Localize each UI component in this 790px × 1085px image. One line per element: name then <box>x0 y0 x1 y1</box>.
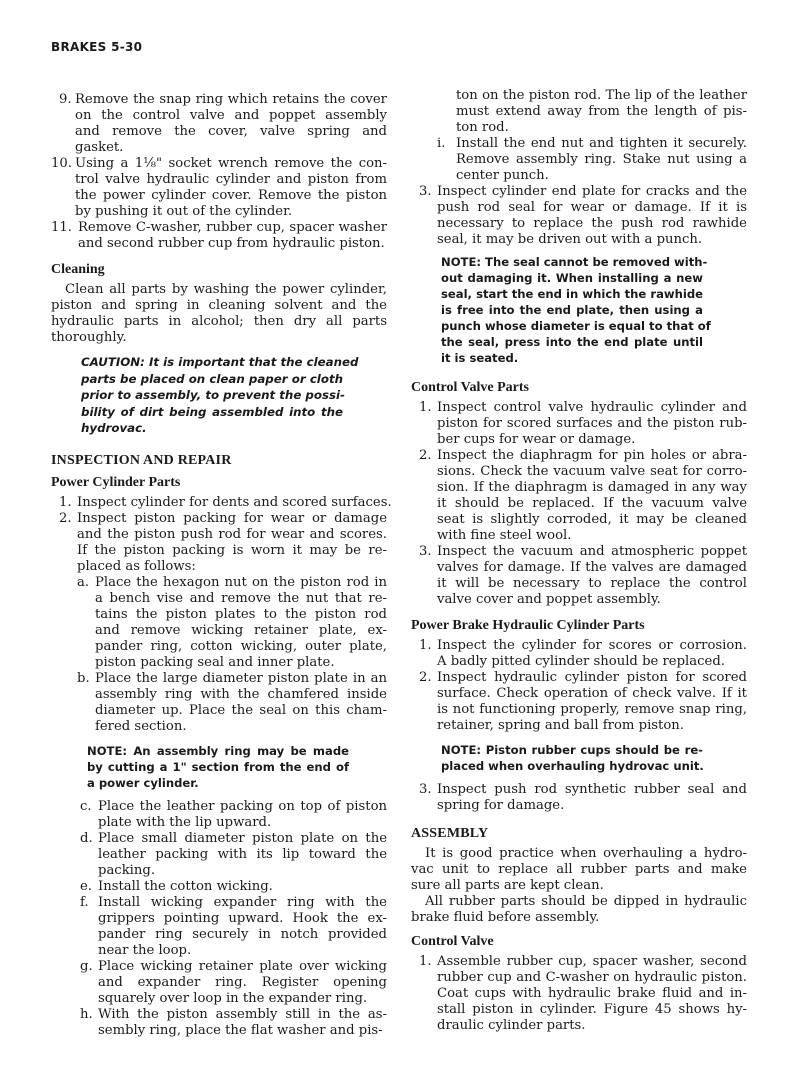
control-valve-step-2 <box>411 448 747 544</box>
text-line: valves for damage. If the valves are damaged <box>437 560 747 575</box>
text-line: Remove assembly ring. Stake nut using a <box>456 152 747 167</box>
substep-a <box>77 575 387 671</box>
text-line: NOTE: Piston rubber cups should be re- <box>441 743 703 757</box>
text-line: vac unit to replace all rubber parts and make <box>411 862 747 877</box>
text-line: prior to assembly, to prevent the possi- <box>81 388 345 402</box>
substep-i <box>437 136 747 184</box>
assembly-paragraph-1 <box>411 846 747 894</box>
section-heading-inspection-and-repair: INSPECTION AND REPAIR <box>51 452 232 468</box>
substep-g <box>80 959 387 1007</box>
text-line: is free into the end plate, then using a <box>441 303 703 317</box>
text-line: it should be replaced. If the vacuum valve <box>437 496 747 511</box>
text-line: pander ring securely in notch provided <box>98 926 387 942</box>
left-column <box>51 92 392 1039</box>
substep-f <box>80 895 387 959</box>
continued-steps <box>411 88 747 248</box>
page-header: BRAKES 5-30 <box>51 40 143 54</box>
section-heading-cleaning: Cleaning <box>51 262 105 277</box>
step-10 <box>51 156 387 220</box>
text-line: Inspect hydraulic cylinder piston for scored <box>437 670 747 685</box>
piston-cups-note <box>441 742 703 774</box>
list-item-number: 10. <box>51 156 72 171</box>
cleaning-paragraph <box>51 282 387 346</box>
substep-h <box>80 1007 387 1039</box>
text-line: Coat cups with hydraulic brake fluid and in- <box>437 986 747 1001</box>
text-line: punch whose diameter is equal to that of <box>441 319 711 333</box>
list-item-number: e. <box>80 878 92 894</box>
list-item-number: 9. <box>59 92 72 107</box>
text-line: If the piston packing is worn it may be re- <box>77 542 387 558</box>
list-item-number: 3. <box>419 782 432 797</box>
text-line: A badly pitted cylinder should be replaced. <box>437 654 725 669</box>
text-line: piston and spring in cleaning solvent and the <box>51 298 387 313</box>
text-line: pander ring, cotton wicking, outer plate, <box>95 638 387 654</box>
list-item-number: d. <box>80 830 93 846</box>
list-item-number: h. <box>80 1006 93 1022</box>
text-line: seat is slightly corroded, it may be cleaned <box>437 512 747 527</box>
list-item-number: 2. <box>419 448 432 463</box>
text-line: a power cylinder. <box>87 775 199 790</box>
text-line: ber cups for wear or damage. <box>437 432 636 447</box>
text-line: Using a 1⅛" socket wrench remove the con- <box>75 156 387 171</box>
text-line: NOTE: The seal cannot be removed with- <box>441 255 708 269</box>
text-line: piston packing seal and inner plate. <box>95 654 335 670</box>
substep-b <box>77 671 387 735</box>
text-line: with fine steel wool. <box>437 528 572 543</box>
text-line: Install wicking expander ring with the <box>98 894 387 910</box>
substep-d <box>80 831 387 879</box>
text-line: With the piston assembly still in the as- <box>98 1006 387 1022</box>
text-line: brake fluid before assembly. <box>411 910 600 925</box>
text-line: the power cylinder cover. Remove the piston <box>75 188 387 203</box>
list-item-number: 1. <box>419 638 432 653</box>
hydraulic-cylinder-step-3 <box>411 782 747 814</box>
text-line: it will be necessary to replace the control <box>437 576 747 591</box>
text-line: on the control valve and poppet assembly <box>75 108 387 123</box>
list-item-number: f. <box>80 894 89 910</box>
seal-note <box>441 254 711 366</box>
text-line: piston for scored surfaces and the piston rub- <box>437 416 747 431</box>
text-line: placed when overhauling hydrovac unit. <box>441 759 704 773</box>
step-3 <box>411 184 747 248</box>
right-column <box>411 88 747 1034</box>
text-line: It is good practice when overhauling a hydro- <box>425 846 747 861</box>
control-valve-step-3 <box>411 544 747 608</box>
text-line: thoroughly. <box>51 330 127 345</box>
step-1 <box>51 494 392 511</box>
text-line: sembly ring, place the flat washer and pis- <box>98 1022 383 1038</box>
text-line: Place the hexagon nut on the piston rod in <box>95 574 387 590</box>
text-line: Inspect the vacuum and atmospheric poppet <box>437 544 747 559</box>
text-line: sions. Check the vacuum valve seat for corro- <box>437 464 747 479</box>
text-line: packing. <box>98 862 156 878</box>
subheading-control-valve: Control Valve <box>411 934 494 949</box>
text-line: ton on the piston rod. The lip of the leather <box>456 88 747 103</box>
hydraulic-step-3 <box>411 782 747 814</box>
text-line: gasket. <box>75 140 124 155</box>
control-valve-step-1 <box>411 400 747 448</box>
section-heading-assembly: ASSEMBLY <box>411 826 489 841</box>
text-line: sion. If the diaphragm is damaged in any way <box>437 480 747 495</box>
text-line: and the piston push rod for wear and scores. <box>77 526 387 542</box>
assembly-ring-note <box>87 743 349 791</box>
text-line: Place small diameter piston plate on the <box>98 830 387 846</box>
text-line: hydrovac. <box>81 421 147 435</box>
power-cylinder-steps <box>51 494 392 1039</box>
list-item-number: g. <box>80 958 93 974</box>
text-line: by pushing it out of the cylinder. <box>75 204 293 219</box>
text-line: surface. Check operation of check valve. If it <box>437 686 747 701</box>
text-line: grippers pointing upward. Hook the ex- <box>98 910 387 926</box>
step-9 <box>51 92 387 156</box>
text-line: necessary to replace the push rod rawhide <box>437 216 747 231</box>
text-line: Inspect control valve hydraulic cylinder and <box>437 400 747 415</box>
list-item-number: b. <box>77 670 90 686</box>
text-line: must extend away from the length of pis- <box>456 104 747 119</box>
text-line: near the loop. <box>98 942 192 958</box>
caution-note <box>81 354 359 437</box>
text-line: is not functioning properly, remove snap ring, <box>437 702 747 717</box>
text-line: the seal, press into the end plate until <box>441 335 703 349</box>
removal-steps-list <box>51 92 387 252</box>
list-item-number: 11. <box>51 220 72 235</box>
text-line: Place the leather packing on top of piston <box>98 798 387 814</box>
text-line: out damaging it. When installing a new <box>441 271 703 285</box>
text-line: and second rubber cup from hydraulic piston. <box>78 236 385 251</box>
list-item-number: 3. <box>419 184 432 199</box>
text-line: a bench vise and remove the nut that re- <box>95 590 387 606</box>
list-item-number: 1. <box>419 954 432 969</box>
text-line: fered section. <box>95 718 187 734</box>
text-line: NOTE: An assembly ring may be made <box>87 743 349 758</box>
text-line: valve cover and poppet assembly. <box>437 592 661 607</box>
substep-h-continued <box>456 88 747 136</box>
list-item-number: 2. <box>59 510 72 526</box>
step-11 <box>51 220 387 252</box>
text-line: Place the large diameter piston plate in an <box>95 670 387 686</box>
list-item-number: i. <box>437 136 446 151</box>
text-line: and remove wicking retainer plate, ex- <box>95 622 387 638</box>
text-line: tains the piston plates to the piston rod <box>95 606 387 622</box>
assembly-step-1 <box>411 954 747 1034</box>
text-line: Inspect push rod synthetic rubber seal and <box>437 782 747 797</box>
text-line: All rubber parts should be dipped in hydraulic <box>425 894 747 909</box>
list-item-number: a. <box>77 574 90 590</box>
text-line: Inspect cylinder end plate for cracks and the <box>437 184 747 199</box>
control-valve-parts-list <box>411 400 747 608</box>
text-line: Inspect cylinder for dents and scored surfaces. <box>77 494 392 510</box>
text-line: spring for damage. <box>437 798 565 813</box>
control-valve-assembly-steps <box>411 954 747 1034</box>
text-line: CAUTION: It is important that the cleaned <box>81 355 359 369</box>
text-line: it is seated. <box>441 351 519 365</box>
text-line: Inspect the diaphragm for pin holes or abra- <box>437 448 747 463</box>
subheading-control-valve-parts: Control Valve Parts <box>411 380 529 395</box>
text-line: retainer, spring and ball from piston. <box>437 718 684 733</box>
list-item-number: 2. <box>419 670 432 685</box>
list-item-number: 1. <box>419 400 432 415</box>
text-line: Inspect piston packing for wear or damage <box>77 510 387 526</box>
text-line: bility of dirt being assembled into the <box>81 404 343 419</box>
text-line: diameter up. Place the seal on this cham- <box>95 702 387 718</box>
text-line: Remove the snap ring which retains the cover <box>75 92 387 107</box>
step-2 <box>51 511 387 575</box>
hydraulic-step-1 <box>411 638 747 670</box>
text-line: placed as follows: <box>77 558 196 574</box>
hydraulic-step-2 <box>411 670 747 734</box>
text-line: push rod seal for wear or damage. If it is <box>437 200 747 215</box>
text-line: and remove the cover, valve spring and <box>75 124 387 139</box>
text-line: assembly ring with the chamfered inside <box>95 686 387 702</box>
list-item-number: 3. <box>419 544 432 559</box>
list-item-number: 1. <box>59 494 72 510</box>
text-line: Clean all parts by washing the power cylinder, <box>65 282 387 297</box>
text-line: draulic cylinder parts. <box>437 1018 586 1033</box>
hydraulic-cylinder-parts-list <box>411 638 747 734</box>
text-line: seal, start the end in which the rawhide <box>441 287 703 301</box>
list-item-number: c. <box>80 798 92 814</box>
text-line: Place wicking retainer plate over wicking <box>98 958 387 974</box>
text-line: parts be placed on clean paper or cloth <box>81 371 343 386</box>
text-line: center punch. <box>456 168 549 183</box>
text-line: rubber cup and C-washer on hydraulic piston. <box>437 970 747 985</box>
substep-c <box>80 799 387 831</box>
text-line: Install the end nut and tighten it securely. <box>456 136 747 151</box>
text-line: Assemble rubber cup, spacer washer, second <box>437 954 747 969</box>
text-line: seal, it may be driven out with a punch. <box>437 232 703 247</box>
subheading-power-cylinder-parts: Power Cylinder Parts <box>51 474 181 490</box>
text-line: trol valve hydraulic cylinder and piston from <box>75 172 387 187</box>
text-line: Remove C-washer, rubber cup, spacer washer <box>78 220 387 235</box>
text-line: squarely over loop in the expander ring. <box>98 990 368 1006</box>
text-line: leather packing with its lip toward the <box>98 846 387 862</box>
text-line: stall piston in cylinder. Figure 45 shows hy- <box>437 1002 747 1017</box>
text-line: and expander ring. Register opening <box>98 974 387 990</box>
subheading-hydraulic-cylinder-parts: Power Brake Hydraulic Cylinder Parts <box>411 618 645 633</box>
text-line: sure all parts are kept clean. <box>411 878 604 893</box>
text-line: ton rod. <box>456 120 509 135</box>
text-line: Install the cotton wicking. <box>98 878 273 894</box>
text-line: hydraulic parts in alcohol; then dry all parts <box>51 314 387 329</box>
text-line: Inspect the cylinder for scores or corrosion. <box>437 638 747 653</box>
text-line: plate with the lip upward. <box>98 814 272 830</box>
substep-e <box>80 879 387 895</box>
assembly-paragraph-2 <box>411 894 747 926</box>
text-line: by cutting a 1" section from the end of <box>87 759 349 774</box>
